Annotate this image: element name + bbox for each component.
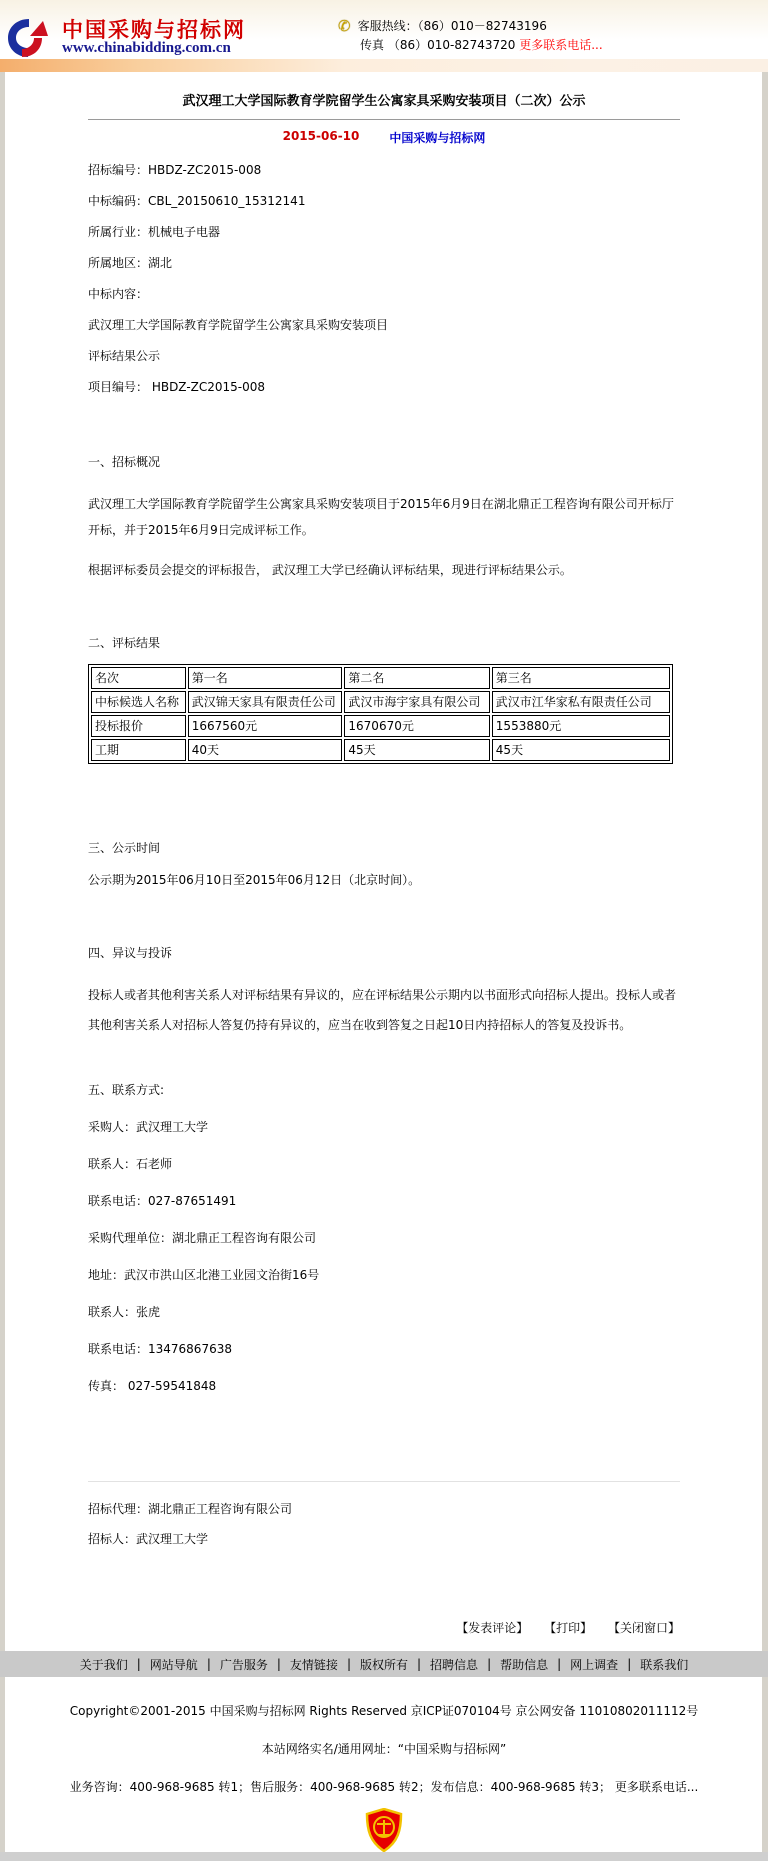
site-name-line: 本站网络实名/通用网址：“中国采购与招标网” (261, 1742, 507, 1756)
agency-line: 招标代理：湖北鼎正工程咨询有限公司 (88, 1502, 293, 1516)
footer-link-ads[interactable]: 广告服务 (219, 1657, 268, 1672)
evaluation-result-table (88, 664, 673, 764)
contact-phone-2: 联系电话：13476867638 (88, 1342, 232, 1356)
page-title: 武汉理工大学国际教育学院留学生公寓家具采购安装项目（二次）公示 (182, 94, 586, 109)
table-cell: 武汉锦天家具有限责任公司 (188, 691, 343, 713)
nav-separator: | (276, 1657, 281, 1671)
site-header (0, 0, 768, 72)
table-cell: 第三名 (492, 667, 670, 689)
badge-wrap (0, 1808, 768, 1855)
table-cell: 武汉市江华家私有限责任公司 (492, 691, 670, 713)
header-divider-bar (0, 59, 768, 72)
site-logo[interactable] (8, 19, 246, 57)
table-row (91, 715, 670, 737)
table-cell: 工期 (91, 739, 186, 761)
table-cell: 40天 (188, 739, 343, 761)
article (0, 90, 768, 1636)
service-phone-line: 业务咨询：400-968-9685 转1；售后服务：400-968-9685 转2；发布信息：400-968-9685 转3； 更多联系电话... (69, 1780, 699, 1794)
nav-separator: | (346, 1657, 351, 1671)
site-logo-icon (8, 19, 56, 57)
table-cell: 第二名 (344, 667, 489, 689)
hotline-row (338, 17, 738, 36)
fax-text: 传真 （86）010-82743720 (360, 38, 516, 52)
footer-link-sitemap[interactable]: 网站导航 (149, 1657, 198, 1672)
fax-row (338, 36, 738, 55)
meta-bid-number: 招标编号：HBDZ-ZC2015-008 (88, 163, 262, 177)
title-divider (88, 119, 680, 120)
bottom-bar (0, 1852, 768, 1861)
phone-icon: ✆ (338, 17, 351, 35)
section5-heading: 五、联系方式: (88, 1083, 165, 1097)
post-comment-button[interactable]: 【发表评论】 (456, 1621, 529, 1635)
footer-link-about[interactable]: 关于我们 (79, 1657, 128, 1672)
table-cell: 1670670元 (344, 715, 489, 737)
close-window-button[interactable]: 【关闭窗口】 (607, 1621, 680, 1635)
meta-content-label: 中标内容： (88, 287, 149, 301)
section2-heading: 二、评标结果 (88, 636, 161, 650)
nav-separator: | (487, 1657, 492, 1671)
header-contact-block (338, 17, 738, 57)
table-cell: 名次 (91, 667, 186, 689)
meta-project-number: 项目编号： HBDZ-ZC2015-008 (88, 380, 266, 394)
site-name: 中国采购与招标网 (62, 18, 246, 43)
print-button[interactable]: 【打印】 (544, 1621, 593, 1635)
footer-nav (0, 1651, 768, 1677)
table-cell: 投标报价 (91, 715, 186, 737)
section1-paragraph-1: 武汉理工大学国际教育学院留学生公寓家具采购安装项目于2015年6月9日在湖北鼎正工程咨询有限公司开标厅开标，并于2015年6月9日完成评标工作。 (88, 497, 674, 537)
contact-person-2: 联系人：张虎 (88, 1305, 161, 1319)
table-cell: 武汉市海宇家具有限公司 (344, 691, 489, 713)
contact-person-1: 联系人：石老师 (88, 1157, 173, 1171)
source-site-link[interactable]: 中国采购与招标网 (389, 131, 486, 145)
site-url: www.chinabidding.com.cn (62, 40, 231, 57)
nav-separator: | (136, 1657, 141, 1671)
meta-result-label: 评标结果公示 (88, 349, 161, 363)
table-row (91, 739, 670, 761)
more-phones-link[interactable]: 更多联系电话... (519, 38, 603, 52)
footer-divider (88, 1481, 680, 1482)
footer-link-contact[interactable]: 联系我们 (640, 1657, 689, 1672)
publish-date: 2015-06-10 (282, 129, 360, 143)
meta-region: 所属地区：湖北 (88, 256, 173, 270)
table-cell: 第一名 (188, 667, 343, 689)
table-cell: 中标候选人名称 (91, 691, 186, 713)
meta-industry: 所属行业：机械电子电器 (88, 225, 221, 239)
footer-link-copyright[interactable]: 版权所有 (359, 1657, 408, 1672)
contact-phone-1: 联系电话：027-87651491 (88, 1194, 237, 1208)
footer-link-help[interactable]: 帮助信息 (500, 1657, 549, 1672)
header-logo-row (0, 0, 768, 59)
tenderee-line: 招标人：武汉理工大学 (88, 1532, 209, 1546)
hotline-text: 客服热线：（86）010－82743196 (357, 19, 547, 33)
section1-heading: 一、招标概况 (88, 455, 161, 469)
section3-heading: 三、公示时间 (88, 841, 161, 855)
nav-separator: | (417, 1657, 422, 1671)
footer-link-friends[interactable]: 友情链接 (289, 1657, 338, 1672)
contact-fax: 传真： 027-59541848 (88, 1379, 217, 1393)
contact-address: 地址：武汉市洪山区北港工业园文治街16号 (88, 1268, 320, 1282)
dateline (88, 129, 680, 146)
section4-paragraph: 投标人或者其他利害关系人对评标结果有异议的，应在评标结果公示期内以书面形式向招标人提出。投标人或者其他利害关系人对招标人答复仍持有异议的，应当在收到答复之日起10日内持招标人的答复及投诉书。 (88, 988, 677, 1032)
site-logo-text (62, 19, 246, 57)
action-links (88, 1619, 680, 1636)
footer-link-jobs[interactable]: 招聘信息 (430, 1657, 479, 1672)
nav-separator: | (557, 1657, 562, 1671)
table-cell: 1667560元 (188, 715, 343, 737)
table-cell: 45天 (492, 739, 670, 761)
footer-link-survey[interactable]: 网上调查 (570, 1657, 619, 1672)
table-row (91, 691, 670, 713)
credential-badge-icon[interactable] (365, 1808, 403, 1852)
meta-award-code: 中标编码：CBL_20150610_15312141 (88, 194, 306, 208)
table-row (91, 667, 670, 689)
nav-separator: | (206, 1657, 211, 1671)
table-cell: 1553880元 (492, 715, 670, 737)
contact-purchaser: 采购人：武汉理工大学 (88, 1120, 209, 1134)
nav-separator: | (627, 1657, 632, 1671)
section4-heading: 四、异议与投诉 (88, 946, 173, 960)
copyright-line: Copyright©2001-2015 中国采购与招标网 Rights Reserved 京ICP证070104号 京公网安备 11010802011112号 (69, 1704, 699, 1718)
meta-project-name: 武汉理工大学国际教育学院留学生公寓家具采购安装项目 (88, 318, 389, 332)
table-cell: 45天 (344, 739, 489, 761)
contact-agency: 采购代理单位：湖北鼎正工程咨询有限公司 (88, 1231, 317, 1245)
section3-paragraph: 公示期为2015年06月10日至2015年06月12日（北京时间）。 (88, 873, 421, 887)
section1-paragraph-2: 根据评标委员会提交的评标报告， 武汉理工大学已经确认评标结果，现进行评标结果公示。 (88, 563, 572, 577)
